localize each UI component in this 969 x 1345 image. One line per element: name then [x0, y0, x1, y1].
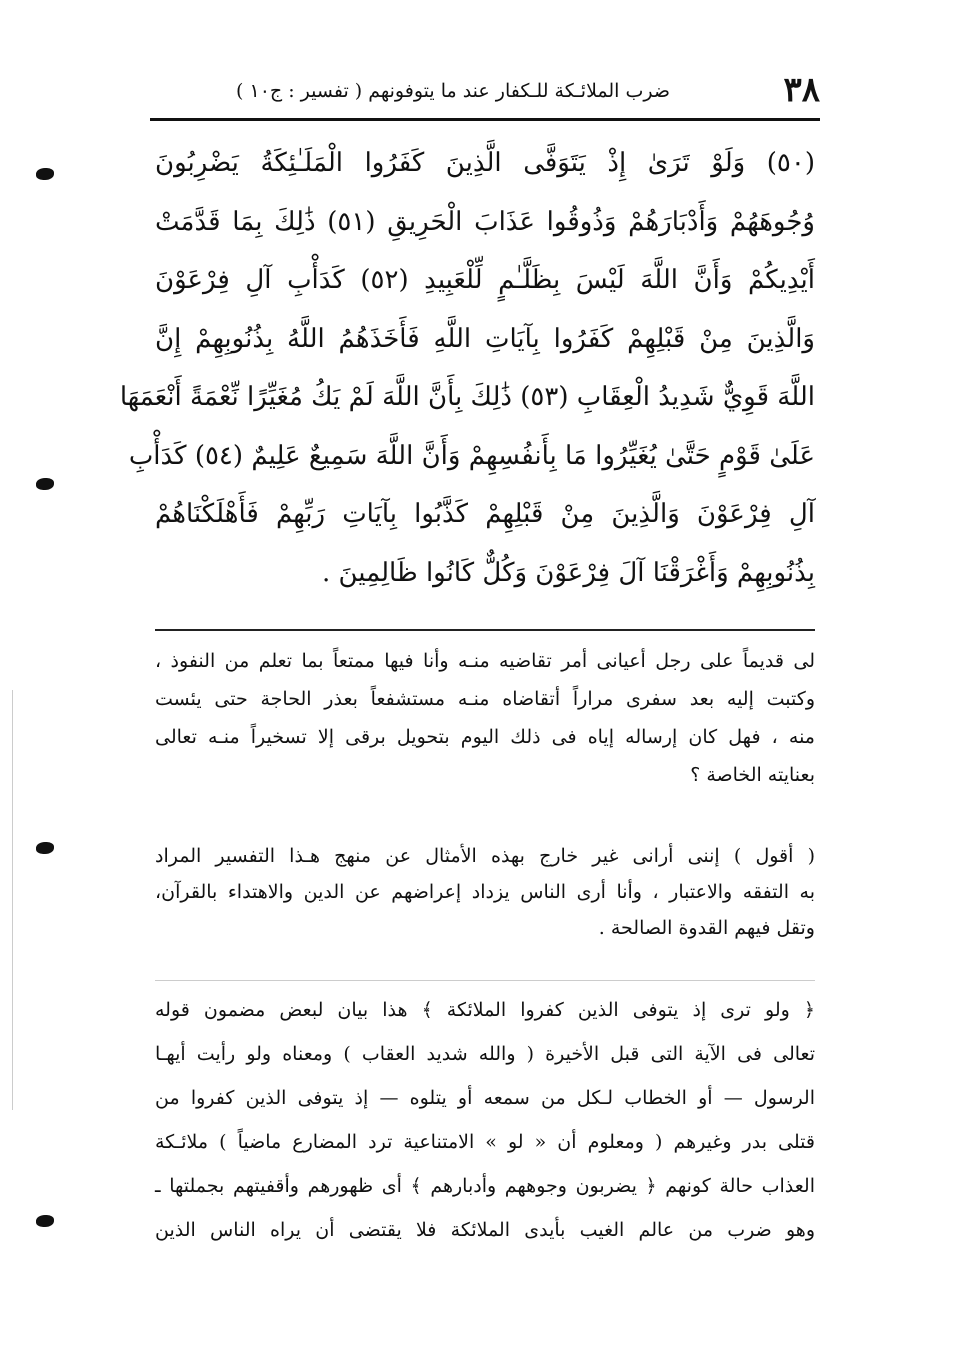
page-header	[150, 68, 820, 114]
verse-line: عَلَىٰ قَوْمٍ حَتَّىٰ يُغَيِّرُوا مَا بِأَنفُسِهِمْ وَأَنَّ اللَّهَ سَمِيعٌ عَلِيمٌ (٥٤) كَدَأْبِ	[128, 440, 815, 471]
verse-line: بِذُنُوبِهِمْ وَأَغْرَقْنَا آلَ فِرْعَوْنَ وَكُلٌّ كَانُوا ظَالِمِينَ .	[321, 557, 815, 588]
paragraph-2	[155, 838, 815, 946]
header-rule	[150, 118, 820, 121]
binding-hole-mark	[36, 842, 54, 854]
text-line: الرسول — أو الخطاب لـكل من سمعه أو يتلوه — إذ يتوفى الذين كفروا من	[155, 1087, 815, 1109]
text-line: منه ، فهل كان إرساله إياه فى ذلك اليوم بتحويل برقى إلا تسخيراً منـه تعالى	[155, 726, 815, 748]
text-line: العذاب حالة كونهم ﴿ يضربون وجوههم وأدبارهم ﴾ أى ظهورهم وأقفيتهم بجملتها ـ	[155, 1175, 815, 1197]
quran-verses	[119, 134, 815, 602]
scan-edge-line	[12, 690, 13, 1110]
text-line: لى قديماً على رجل أعيانى أمر تقاضيه منـه وأنا فيها ممتعاً بما تعلم من النفوذ ،	[155, 650, 815, 672]
text-line: قتلى بدر وغيرهم ( ومعلوم أن « لو » الامتناعية ترد المضارع ماضياً ) ملائـكة	[155, 1131, 815, 1153]
binding-hole-mark	[36, 168, 54, 180]
section-divider	[155, 980, 815, 981]
binding-hole-mark	[36, 478, 54, 490]
verse-line: أَيْدِيكُمْ وَأَنَّ اللَّهَ لَيْسَ بِظَلَّـٰمٍ لِّلْعَبِيدِ (٥٢) كَدَأْبِ آلِ فِرْعَوْنَ	[155, 265, 815, 295]
binding-hole-mark	[36, 1215, 54, 1227]
text-line: وهو ضرب من عالم الغيب بأيدى الملائكة فلا يقتضى أن يراه الناس الذين	[155, 1219, 815, 1241]
verse-line: وَالَّذِينَ مِنْ قَبْلِهِمْ كَفَرُوا بِآيَاتِ اللَّهِ فَأَخَذَهُمُ اللَّهُ بِذُنُوبِهِمْ إِنَّ	[155, 323, 815, 354]
text-line: به التفقه والاعتبار ، وأنا أرى الناس يزداد إعراضهم عن الدين والاهتداء بالقرآن،	[155, 881, 815, 903]
paragraph-1	[155, 642, 815, 794]
text-line: وكتبت إليه بعد سفرى مراراً أتقاضاه منـه مستشفعاً بعذر الحاجة حتى يئست	[155, 688, 815, 710]
text-line: وتقل فيهم القدوة الصالحة .	[598, 917, 815, 939]
verse-line: اللَّهَ قَوِيٌّ شَدِيدُ الْعِقَابِ (٥٣) ذَٰلِكَ بِأَنَّ اللَّهَ لَمْ يَكُ مُغَيِّرًا نِّعْمَةً أَنْعَمَهَا	[119, 382, 815, 412]
page-number: ٣٨	[783, 70, 820, 110]
text-line: ( أقول ) إننى أرانى غير خارج بهذه الأمثال عن منهج هـذا التفسير المراد	[155, 845, 815, 867]
text-line: ﴿ ولو ترى إذ يتوفى الذين كفروا الملائكة ﴾ هذا بيان لبعض مضمون قوله	[155, 999, 815, 1021]
verse-line: (٥٠) وَلَوْ تَرَىٰ إِذْ يَتَوَفَّى الَّذِينَ كَفَرُوا الْمَلَـٰئِكَةُ يَضْرِبُونَ	[155, 148, 815, 178]
text-line: بعنايته الخاصة ؟	[690, 764, 815, 786]
paragraph-3	[155, 988, 815, 1252]
running-title: ضرب الملائـكة للـكفار عند ما يتوفونهم ( تفسير : ج١٠ )	[236, 80, 670, 102]
verse-separator-rule	[155, 629, 815, 631]
text-line: تعالى فى الآية التى قبل الأخيرة ( والله شديد العقاب ) ومعناه ولو رأيت أيهـا	[155, 1043, 815, 1065]
verse-line: آلِ فِرْعَوْنَ وَالَّذِينَ مِنْ قَبْلِهِمْ كَذَّبُوا بِآيَاتِ رَبِّهِمْ فَأَهْلَكْنَاهُمْ	[155, 499, 815, 529]
verse-line: وُجُوهَهُمْ وَأَدْبَارَهُمْ وَذُوقُوا عَذَابَ الْحَرِيقِ (٥١) ذَٰلِكَ بِمَا قَدَّمَتْ	[155, 206, 815, 237]
